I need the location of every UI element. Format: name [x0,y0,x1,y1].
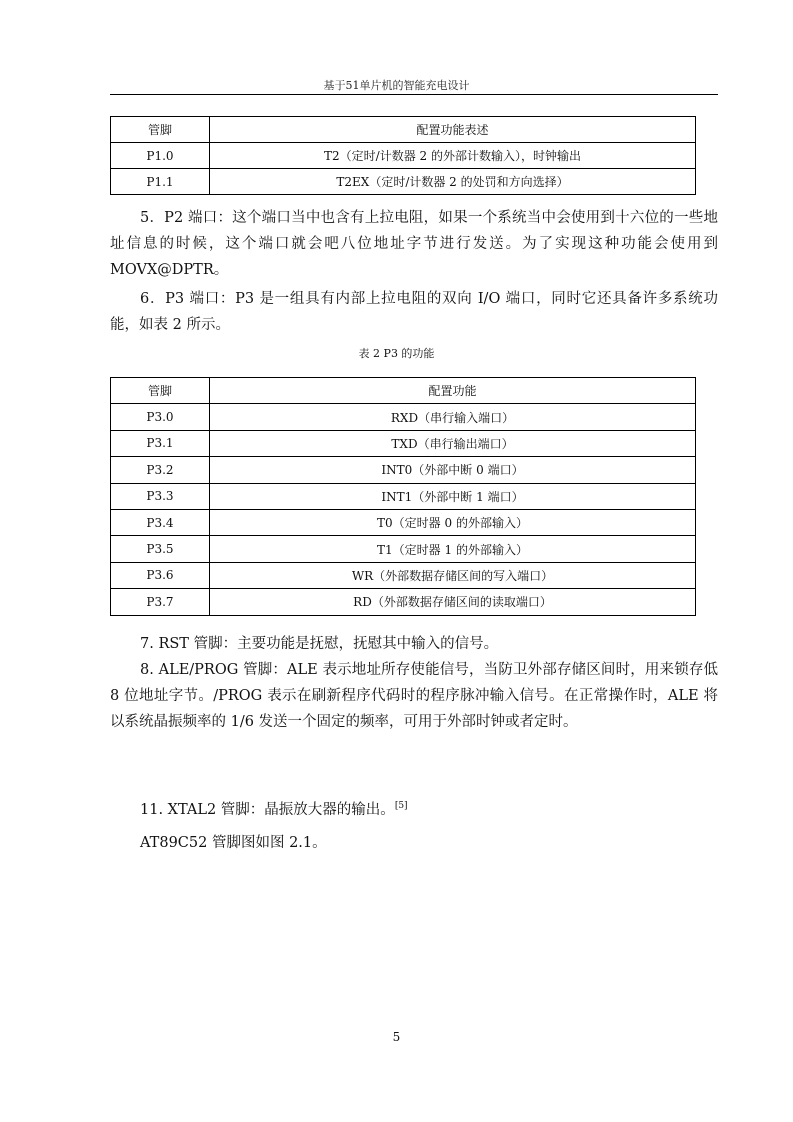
table-cell-function: T0（定时器 0 的外部输入） [210,509,696,535]
table-row [111,562,696,588]
table-p3-functions [110,377,696,616]
paragraph-rst-text: 7. RST 管脚：主要功能是抚慰，抚慰其中输入的信号。 [140,636,499,652]
table-cell-pin: P3.0 [111,404,210,430]
table-cell-pin: P3.5 [111,536,210,562]
paragraph-xtal2 [110,793,718,823]
table-cell-pin: P3.1 [111,430,210,456]
table-header-cell: 配置功能表述 [210,117,696,143]
table-cell-pin: P3.6 [111,562,210,588]
table-cell-pin: P3.4 [111,509,210,535]
header-rule [110,94,718,95]
table-cell-pin: P1.1 [111,169,210,195]
paragraph-p2-text: 5．P2 端口：这个端口当中也含有上拉电阻，如果一个系统当中会使用到十六位的一些地址信息的时候，这个端口就会吧八位地址字节进行发送。为了实现这种功能会使用到 MOVX@DPTR。 [110,210,718,278]
table-cell-function: TXD（串行输出端口） [210,430,696,456]
paragraph-p3 [110,286,718,338]
table-header-row [111,117,696,143]
table-cell-function: RXD（串行输入端口） [210,404,696,430]
table-cell-function: RD（外部数据存储区间的读取端口） [210,589,696,615]
table-cell-pin: P3.3 [111,483,210,509]
table-row [111,457,696,483]
paragraph-ale-text: 8. ALE/PROG 管脚：ALE 表示地址所存使能信号，当防卫外部存储区间时，用来锁存低 8 位地址字节。/PROG 表示在刷新程序代码时的程序脉冲输入信号。在正常操作时，ALE 将以系统晶振频率的 1/6 发送一个固定的频率，可用于外部时钟或者定时。 [110,662,718,730]
paragraph-p3-text: 6．P3 端口：P3 是一组具有内部上拉电阻的双向 I/O 端口，同时它还具备许多系统功能，如表 2 所示。 [110,291,718,333]
table-cell-function: INT0（外部中断 0 端口） [210,457,696,483]
table-header-cell: 管脚 [111,378,210,404]
table-row [111,404,696,430]
table-header-row [111,378,696,404]
paragraph-p2 [110,205,718,283]
table-cell-function: WR（外部数据存储区间的写入端口） [210,562,696,588]
table-row [111,169,696,195]
table-row [111,430,696,456]
page-number: 5 [392,1030,401,1044]
table-caption: 表 2 P3 的功能 [358,347,435,360]
table-row [111,589,696,615]
paragraph-figure-ref [110,830,718,856]
table-header-cell: 配置功能 [210,378,696,404]
page-header-title: 基于51单片机的智能充电设计 [323,79,470,92]
table-p1-functions [110,116,696,195]
paragraph-ale [110,657,718,735]
table-row [111,483,696,509]
citation-ref: [5] [394,801,408,811]
paragraph-xtal2-text: 11. XTAL2 管脚：晶振放大器的输出。 [140,801,395,818]
table-cell-function: INT1（外部中断 1 端口） [210,483,696,509]
table-cell-pin: P3.7 [111,589,210,615]
table-row [111,509,696,535]
table-cell-function: T2（定时/计数器 2 的外部计数输入），时钟输出 [210,143,696,169]
table-cell-function: T1（定时器 1 的外部输入） [210,536,696,562]
paragraph-figure-ref-text: AT89C52 管脚图如图 2.1。 [140,835,327,851]
paragraph-rst [110,631,718,657]
table-row [111,143,696,169]
table-header-cell: 管脚 [111,117,210,143]
table-cell-pin: P3.2 [111,457,210,483]
table-cell-pin: P1.0 [111,143,210,169]
table-row [111,536,696,562]
table-cell-function: T2EX（定时/计数器 2 的处罚和方向选择） [210,169,696,195]
